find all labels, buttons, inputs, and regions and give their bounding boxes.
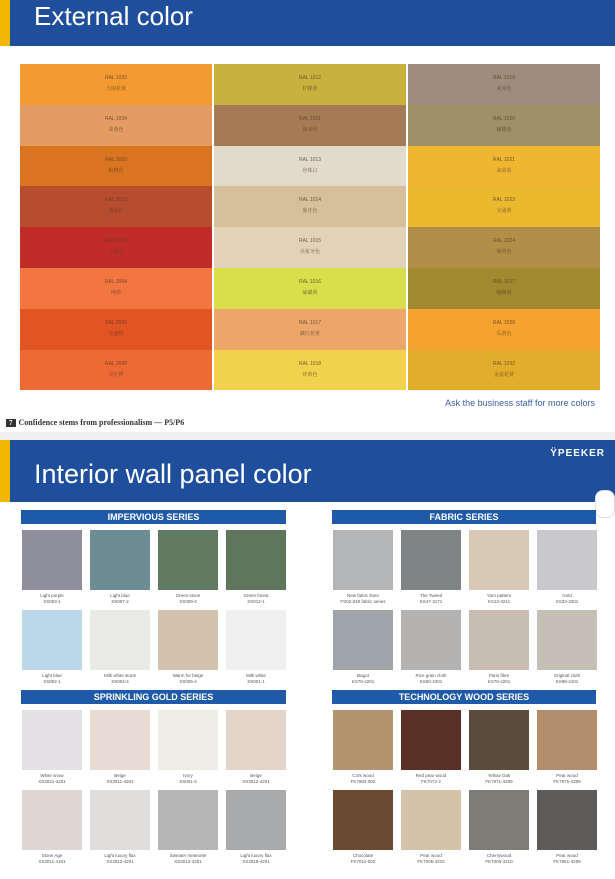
- swatch-code: RAL 1028: [492, 319, 516, 326]
- color-tile: [401, 710, 461, 770]
- tile-caption: [534, 853, 600, 864]
- tile-code: XS3012-4201: [174, 858, 202, 864]
- color-tile: [22, 790, 82, 850]
- tile-code: XS012-1: [247, 598, 265, 604]
- swatch-code: RAL 1013: [298, 156, 322, 163]
- tile-caption: [398, 773, 464, 784]
- swatch-code: RAL 1024: [492, 238, 516, 245]
- tile-name: Pear wood: [420, 853, 442, 858]
- tile-caption: [398, 853, 464, 864]
- swatch-name: 褐米色: [302, 126, 318, 133]
- color-tile: [158, 790, 218, 850]
- swatch-code: RAL 3020: [104, 238, 128, 245]
- tile-name: Paris fibre: [488, 673, 510, 678]
- tile-caption: [466, 773, 532, 784]
- brand-logo: ΫPEEKER: [550, 448, 605, 459]
- page2-header: [0, 440, 615, 502]
- swatch-code: RAL 1017: [298, 319, 322, 326]
- tile-caption: [398, 593, 464, 604]
- tile-name: Chocolate: [352, 853, 374, 858]
- color-tile: [537, 610, 597, 670]
- color-swatch: [214, 146, 406, 187]
- color-swatch: [20, 146, 212, 187]
- color-swatch: [408, 105, 600, 146]
- color-swatch: [214, 64, 406, 105]
- tile-name: Ivory: [183, 773, 193, 778]
- tile-code: KS79-4201: [351, 678, 375, 684]
- tile-code: XS001-2: [179, 778, 197, 784]
- tile-code: FK7006-4310: [485, 858, 513, 864]
- tile-name: Green forest: [243, 593, 269, 598]
- tile-name: Rice grain cloth: [415, 673, 447, 678]
- tile-name: Beige: [250, 773, 262, 778]
- tile-caption: [223, 593, 289, 604]
- swatch-code: RAL 2003: [104, 156, 128, 163]
- series-header: SPRINKLING GOLD SERIES: [21, 690, 286, 704]
- tile-code: XS3013-4201: [106, 858, 134, 864]
- swatch-name: 藏红花黄: [299, 330, 320, 337]
- tile-name: Sweater meteorite: [169, 853, 207, 858]
- tile-name: The Tweed: [419, 593, 443, 598]
- color-tile: [158, 610, 218, 670]
- tile-name: Pear wood: [556, 773, 578, 778]
- tile-code: XS3018-4201: [242, 858, 270, 864]
- swatch-code: RAL 1033: [104, 75, 128, 81]
- color-swatch: [408, 64, 600, 105]
- tile-name: Red pear wood: [415, 773, 447, 778]
- tile-code: KS47-3171: [419, 598, 443, 604]
- color-tile: [22, 610, 82, 670]
- tile-code: XS005-4: [179, 678, 197, 684]
- color-tile: [226, 610, 286, 670]
- swatch-code: RAL 3013: [104, 197, 128, 204]
- tile-code: XS007-2: [111, 598, 129, 604]
- tile-name: Yarn pattern: [486, 593, 512, 598]
- tile-name: Bagot: [357, 673, 369, 678]
- swatch-code: RAL 2008: [104, 360, 128, 367]
- swatch-code: RAL 1016: [298, 278, 322, 285]
- color-tile: [333, 710, 393, 770]
- color-swatch: [214, 186, 406, 227]
- tile-code: FK7975-4289: [553, 778, 581, 784]
- swatch-column: [214, 64, 406, 390]
- color-tile: [22, 530, 82, 590]
- tile-caption: [466, 593, 532, 604]
- series-header: IMPERVIOUS SERIES: [21, 510, 286, 524]
- swatch-name: 柠檬黄: [302, 86, 318, 92]
- tile-name: White snow: [40, 773, 64, 778]
- swatch-column: [408, 64, 600, 390]
- scroll-handle[interactable]: [595, 490, 615, 518]
- swatch-name: 瓜黄色: [496, 330, 512, 337]
- tile-caption: [87, 853, 153, 864]
- logo-text: PEEKER: [557, 448, 605, 459]
- color-swatch: [408, 309, 600, 350]
- color-tile: [333, 610, 393, 670]
- tile-caption: [330, 773, 396, 784]
- swatch-name: 珍珠白: [302, 167, 318, 174]
- tile-name: Light blue: [110, 593, 130, 598]
- tile-caption: [87, 593, 153, 604]
- tile-code: FS02-048 fabric series: [340, 598, 386, 604]
- tile-name: Original cloth: [553, 673, 581, 678]
- tile-caption: [19, 853, 85, 864]
- tile-code: XS002-1: [43, 678, 61, 684]
- tile-caption: [155, 593, 221, 604]
- swatch-name: 纯橙: [110, 289, 121, 296]
- color-tile: [333, 530, 393, 590]
- color-swatch: [408, 186, 600, 227]
- color-swatch: [214, 105, 406, 146]
- color-swatch: [408, 146, 600, 187]
- tile-caption: [398, 673, 464, 684]
- tile-name: Stone Age: [41, 853, 63, 858]
- swatch-name: 咖喱黄: [496, 289, 512, 296]
- swatch-name: 锌黄色: [302, 371, 318, 378]
- swatch-code: RAL 2004: [104, 278, 128, 285]
- swatch-name: 亮象牙色: [299, 249, 320, 256]
- header-accent: [0, 0, 10, 46]
- tile-name: Light blue: [42, 673, 62, 678]
- swatch-code: RAL 1032: [492, 360, 516, 367]
- swatch-code: RAL 1018: [298, 360, 322, 367]
- page-title: External color: [34, 1, 193, 31]
- tile-code: FK7951-4289: [553, 858, 581, 864]
- tile-caption: [534, 673, 600, 684]
- color-swatch: [214, 268, 406, 309]
- color-tile: [158, 710, 218, 770]
- tile-name: Gold: [562, 593, 572, 598]
- tile-caption: [223, 673, 289, 684]
- tile-caption: [466, 673, 532, 684]
- swatch-code: RAL 1020: [492, 115, 516, 122]
- swatch-code: RAL 1015: [298, 238, 322, 245]
- tile-code: FK7993-002: [350, 778, 376, 784]
- swatch-code: RAL 1027: [492, 278, 516, 285]
- tile-code: FK7072-2: [421, 778, 441, 784]
- tile-code: FK7011-002: [350, 858, 376, 864]
- tile-name: Light purple: [40, 593, 64, 598]
- color-tile: [537, 790, 597, 850]
- page-footer: [6, 418, 184, 427]
- color-tile: [90, 610, 150, 670]
- tile-name: Light luxury flax: [240, 853, 272, 858]
- color-tile: [158, 530, 218, 590]
- tile-code: KS50-4201: [419, 678, 443, 684]
- tile-caption: [87, 673, 153, 684]
- tile-caption: [330, 673, 396, 684]
- tile-caption: [87, 773, 153, 784]
- tile-name: Green stone: [175, 593, 201, 598]
- swatch-name: 交通红: [108, 249, 124, 256]
- tile-name: Milk white: [246, 673, 266, 678]
- tile-caption: [19, 773, 85, 784]
- color-swatch: [20, 350, 212, 391]
- tile-code: XS003-1: [43, 598, 61, 604]
- swatch-name: 交通橙: [108, 330, 124, 337]
- swatch-name: 赭黄色: [496, 249, 512, 256]
- color-swatch: [20, 105, 212, 146]
- tile-code: XS3021-4201: [38, 778, 66, 784]
- swatch-code: RAL 1012: [298, 75, 322, 81]
- swatch-code: RAL 1034: [104, 115, 128, 122]
- tile-code: XS33-3201: [555, 598, 579, 604]
- tile-code: FK7971-4289: [485, 778, 513, 784]
- tile-code: XS009-2: [179, 598, 197, 604]
- interior-color-page: [0, 440, 615, 879]
- swatch-code: RAL 1021: [492, 156, 516, 163]
- footer-text: Confidence stems from professionalism — P5/P6: [18, 418, 185, 427]
- tile-caption: [155, 853, 221, 864]
- color-swatch: [408, 268, 600, 309]
- tile-code: KS98-4101: [555, 678, 579, 684]
- color-tile: [401, 790, 461, 850]
- tile-code: KS79-4201: [487, 678, 511, 684]
- color-tile: [333, 790, 393, 850]
- tile-name: Yellow Oak: [487, 773, 511, 778]
- tile-name: Light luxury flax: [104, 853, 136, 858]
- tile-caption: [155, 673, 221, 684]
- tile-caption: [466, 853, 532, 864]
- swatch-name: 大丽花黄: [105, 86, 126, 92]
- color-tile: [90, 790, 150, 850]
- tile-caption: [155, 773, 221, 784]
- color-tile: [469, 790, 529, 850]
- color-tile: [226, 790, 286, 850]
- header-accent: [0, 440, 10, 502]
- tile-name: New fabric linen: [346, 593, 379, 598]
- series-header: FABRIC SERIES: [332, 510, 596, 524]
- swatch-code: RAL 1014: [298, 197, 322, 204]
- tile-caption: [223, 773, 289, 784]
- tile-code: XS3011-4101: [38, 858, 66, 864]
- tile-name: Cork wood: [352, 773, 374, 778]
- color-tile: [226, 710, 286, 770]
- page-title: Interior wall panel color: [34, 459, 312, 489]
- tile-caption: [534, 593, 600, 604]
- tile-caption: [19, 593, 85, 604]
- tile-code: XS3011-4201: [106, 778, 134, 784]
- tile-caption: [534, 773, 600, 784]
- color-tile: [401, 610, 461, 670]
- series-header: TECHNOLOGY WOOD SERIES: [332, 690, 596, 704]
- swatch-column: [20, 64, 212, 390]
- color-swatch: [408, 227, 600, 268]
- color-tile: [226, 530, 286, 590]
- tile-caption: [330, 593, 396, 604]
- color-tile: [90, 530, 150, 590]
- external-color-page: [0, 0, 615, 432]
- ask-staff-note: Ask the business staff for more colors: [445, 398, 595, 408]
- swatch-name: 油菜黄: [496, 167, 512, 174]
- color-tile: [90, 710, 150, 770]
- swatch-name: 灰米色: [496, 86, 512, 92]
- tile-name: Cherrywood: [486, 853, 512, 858]
- color-swatch: [20, 64, 212, 105]
- color-swatch: [20, 227, 212, 268]
- tile-name: Milk white stone: [103, 673, 136, 678]
- swatch-name: 硫磺黄: [302, 289, 318, 296]
- swatch-name: 象牙色: [302, 208, 318, 215]
- swatch-name: 橄榄黄: [496, 126, 512, 133]
- tile-name: Pear wood: [556, 853, 578, 858]
- tile-code: XS001-1: [247, 678, 265, 684]
- color-swatch: [214, 350, 406, 391]
- tile-caption: [223, 853, 289, 864]
- color-swatch: [214, 227, 406, 268]
- tile-name: Beige: [114, 773, 126, 778]
- color-swatch: [20, 186, 212, 227]
- tile-code: XS004-4: [111, 678, 129, 684]
- color-swatch: [408, 350, 600, 391]
- tile-name: Warm fur beige: [172, 673, 204, 678]
- swatch-code: RAL 1011: [299, 115, 321, 122]
- color-tile: [401, 530, 461, 590]
- swatch-code: RAL 2009: [104, 319, 128, 326]
- color-tile: [537, 530, 597, 590]
- page1-header: [0, 0, 615, 46]
- swatch-name: 柔黄色: [108, 126, 124, 133]
- swatch-name: 亮红橙: [108, 371, 124, 378]
- color-tile: [469, 710, 529, 770]
- swatch-name: 交通黄: [496, 208, 512, 215]
- swatch-name: 金雀花黄: [493, 371, 514, 378]
- page-number: 7: [6, 419, 16, 427]
- swatch-code: RAL 1019: [492, 75, 516, 81]
- color-swatch: [20, 268, 212, 309]
- tile-code: KS13-3211: [487, 598, 511, 604]
- color-tile: [469, 530, 529, 590]
- swatch-code: RAL 1023: [492, 197, 516, 204]
- color-tile: [22, 710, 82, 770]
- color-swatch: [20, 309, 212, 350]
- swatch-name: 粉橙色: [108, 167, 124, 174]
- tile-caption: [330, 853, 396, 864]
- tile-caption: [19, 673, 85, 684]
- tile-code: FK7006-4310: [417, 858, 445, 864]
- color-tile: [537, 710, 597, 770]
- color-swatch: [214, 309, 406, 350]
- color-tile: [469, 610, 529, 670]
- tile-code: XS3012-4201: [242, 778, 270, 784]
- swatch-name: 番茄红: [108, 208, 124, 215]
- page-divider: [0, 432, 615, 440]
